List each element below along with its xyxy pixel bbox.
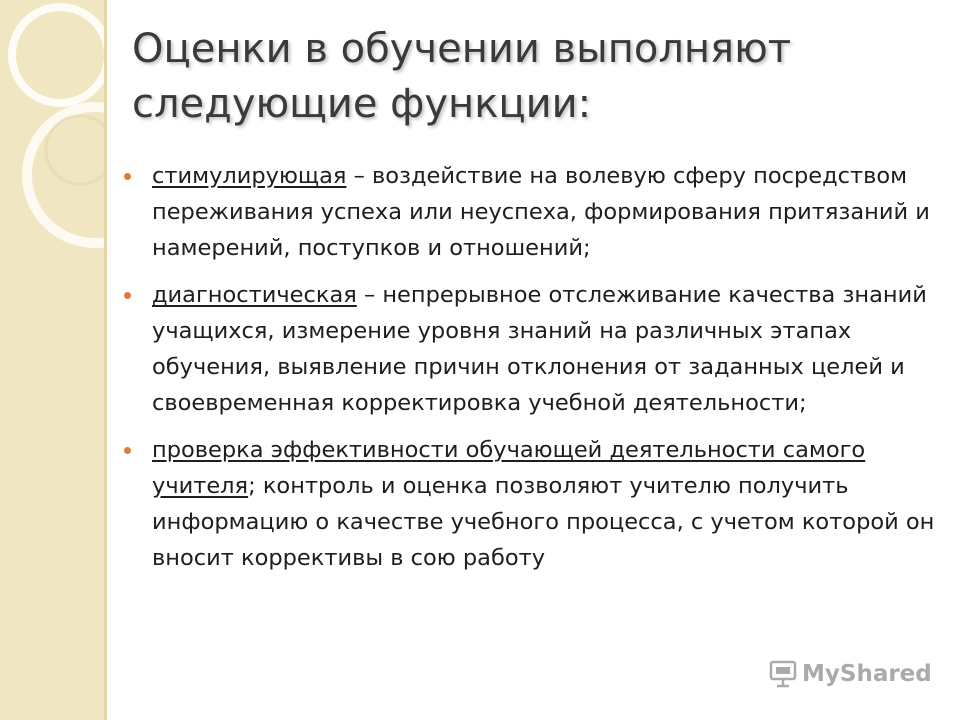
decorative-circles: [0, 0, 104, 720]
presentation-screen-icon: [768, 659, 798, 689]
list-item-diagnostic: [120, 277, 950, 421]
bullet-dot: [124, 447, 131, 454]
item-term: диагностическая: [152, 282, 357, 308]
item-description: ; контроль и оценка позволяют учителю получить информацию о качестве учебного процесса, с учетом которой он вносит коррективы в сою работу: [152, 473, 935, 571]
function-list: [120, 158, 950, 587]
list-item-teacher-check: [120, 432, 950, 576]
item-description: – непрерывное отслеживание качества знаний учащихся, измерение уровня знаний на различных этапах обучения, выявление причин отклонения от заданных целей и своевременная корректировка учебной деятельности;: [152, 282, 927, 416]
watermark-logo: [768, 657, 932, 691]
list-item-stimulating: [120, 158, 950, 266]
bullet-dot: [124, 292, 131, 299]
item-term: стимулирующая: [152, 163, 347, 189]
title-line-2: следующие функции:: [132, 81, 592, 127]
title-line-1: Оценки в обучении выполняют: [132, 26, 792, 72]
watermark-text: MyShared: [802, 661, 932, 687]
item-description: – воздействие на волевую сферу посредством переживания успеха или неуспеха, формирования притязаний и намерений, поступков и отношений;: [152, 163, 930, 261]
band-edge-line: [104, 0, 107, 720]
bullet-dot: [124, 173, 131, 180]
slide-title: [132, 22, 932, 132]
decorative-side-band: [0, 0, 104, 720]
item-term: проверка эффективности обучающей деятельности самого учителя: [152, 437, 866, 499]
